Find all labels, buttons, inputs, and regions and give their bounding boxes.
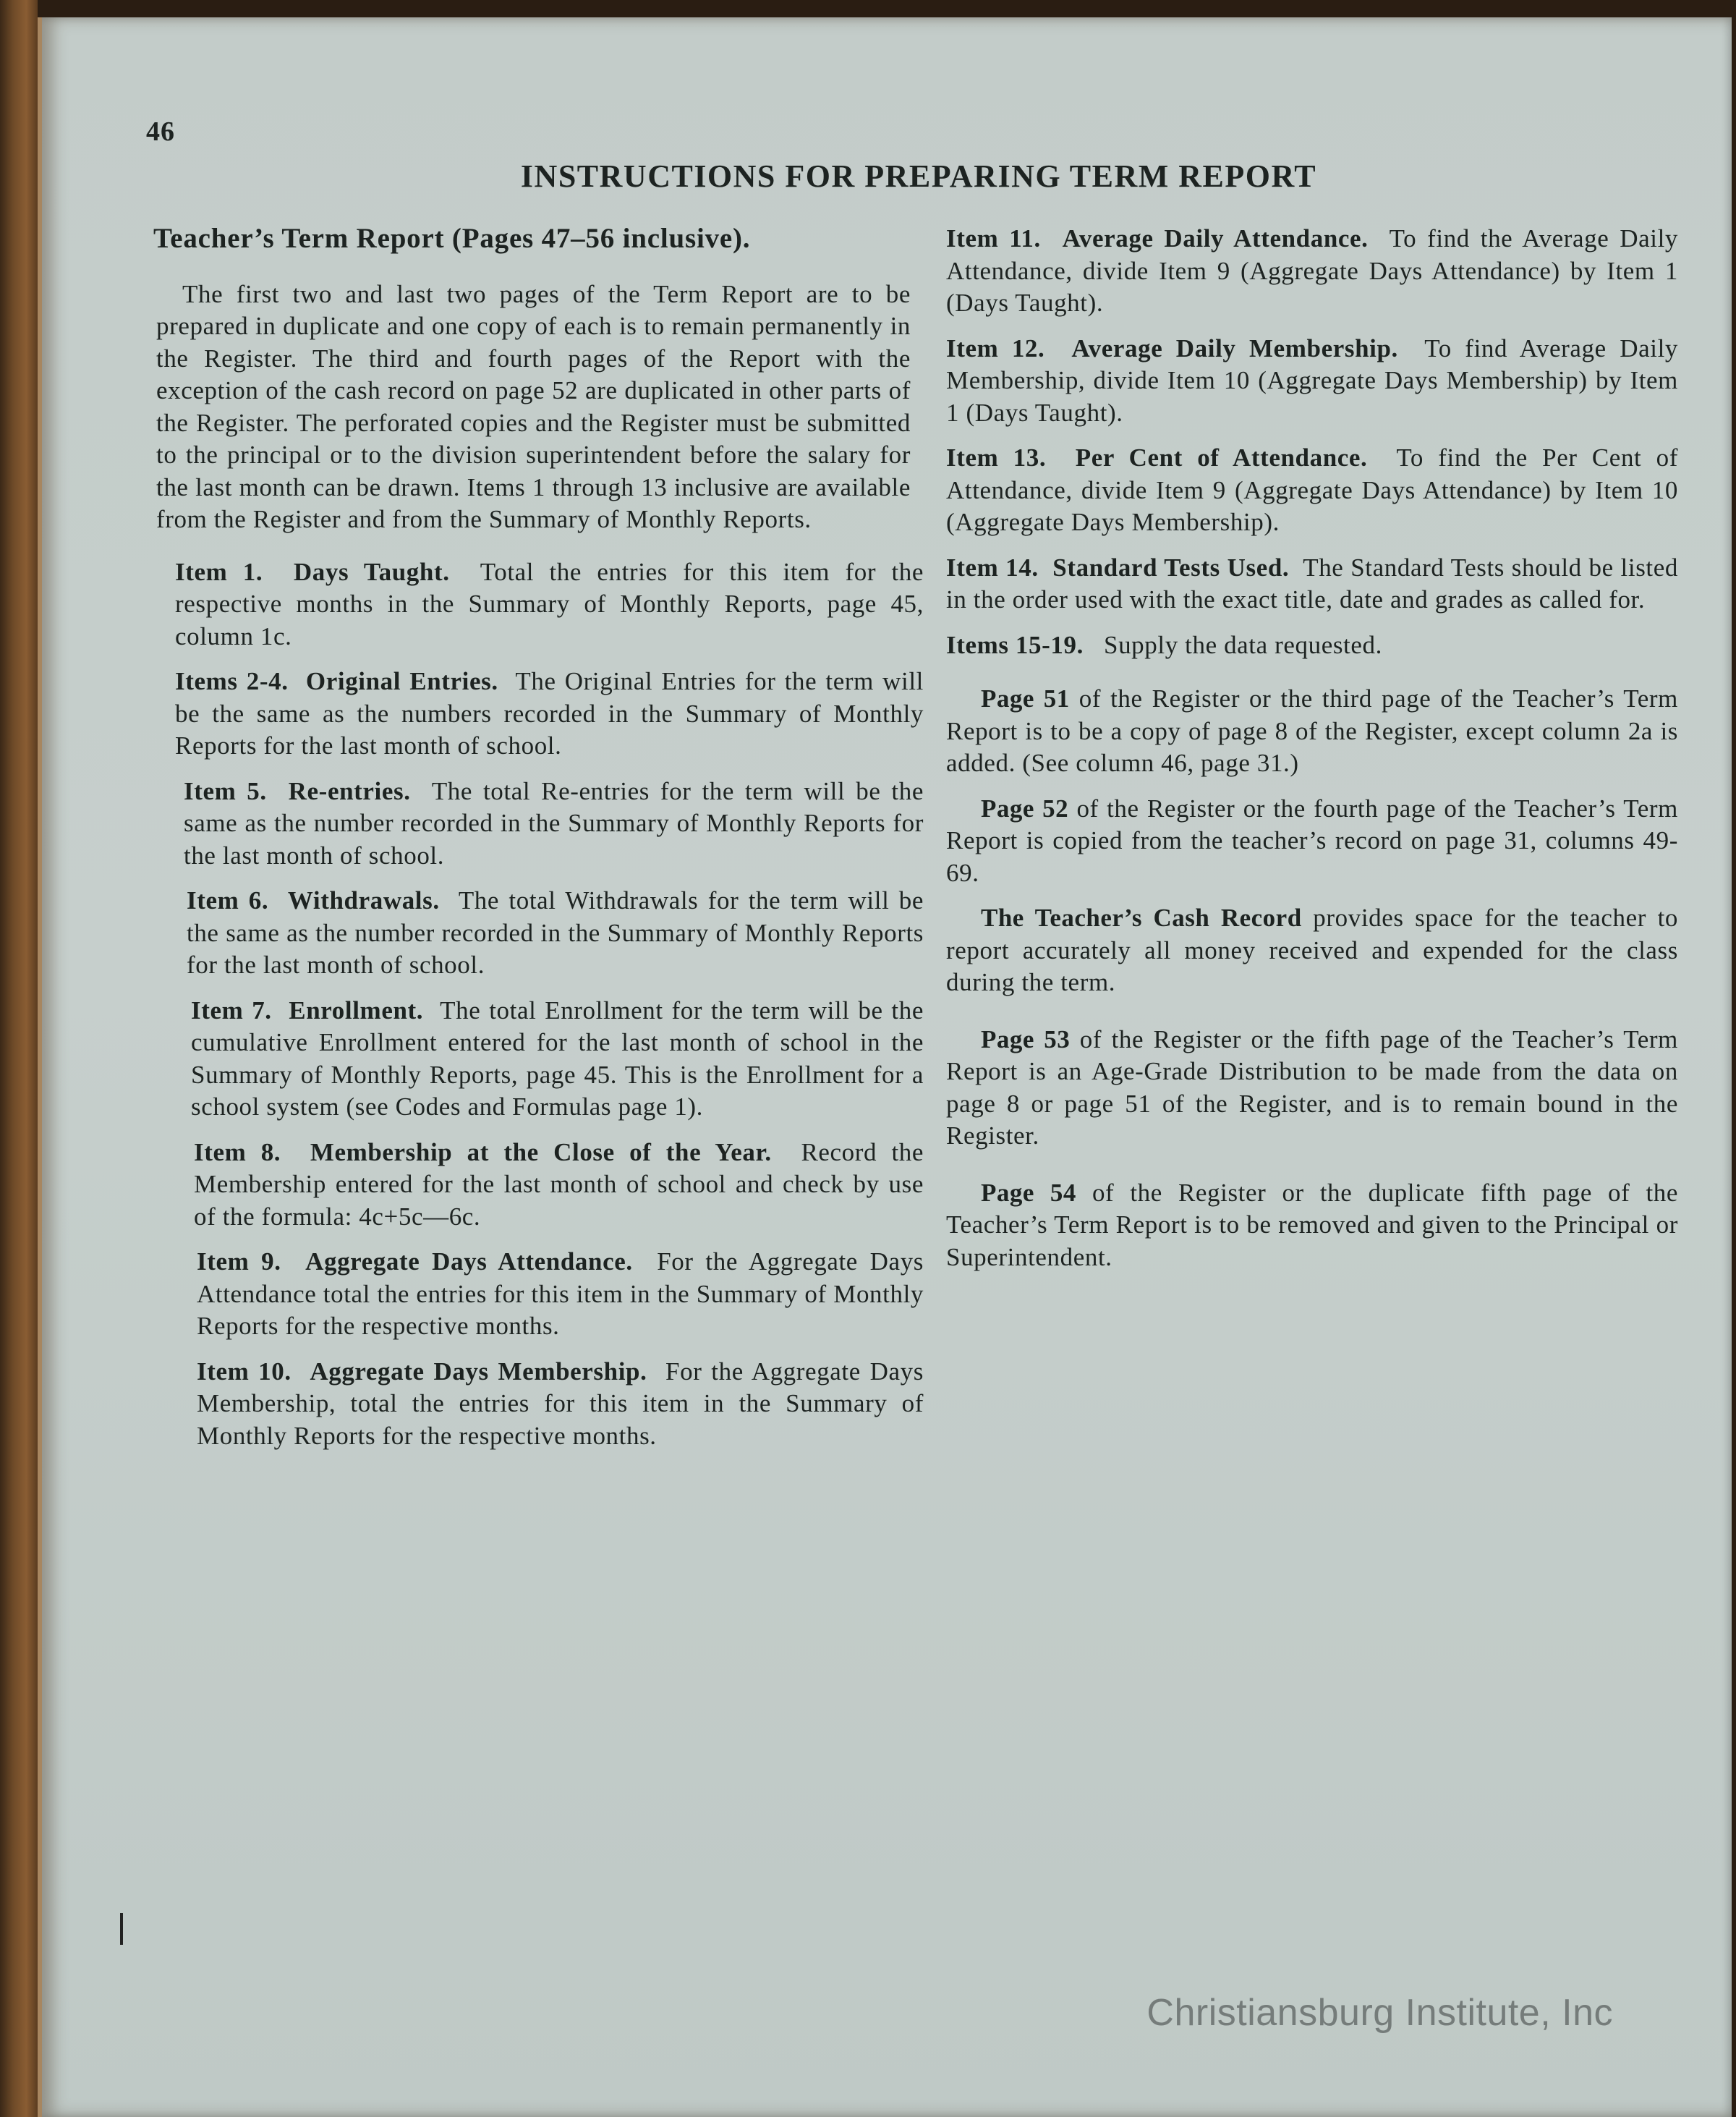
item-text: The Original Entries for the term will be the same as the numbers recorded in the Summary of Monthly Reports for the last month of school. (175, 667, 924, 760)
item-aggregate-attendance (153, 1246, 924, 1343)
paragraph-lead: The Teacher’s Cash Record (981, 904, 1302, 932)
watermark: Christiansburg Institute, Inc (1146, 1992, 1613, 2034)
item-aggregate-membership (153, 1356, 924, 1453)
page-52-paragraph (946, 793, 1678, 890)
item-label: Item 7. (191, 996, 272, 1024)
paragraph-lead: Page 51 (981, 684, 1070, 713)
item-heading: Membership at the Close of the Year. (310, 1137, 772, 1166)
item-heading: Per Cent of Attendance. (1075, 444, 1368, 472)
item-heading: Days Taught. (293, 557, 450, 586)
item-label: Item 13. (946, 444, 1047, 472)
item-label: Item 14. (946, 553, 1039, 582)
paragraph-text: of the Register or the fourth page of the Teacher’s Term Report is copied from the teacher’s record on page 31, columns 49-69. (946, 794, 1678, 887)
item-text: Record the Membership entered for the last month of school and check by use of the formula: 4c+5c—6c. (194, 1137, 924, 1231)
paragraph-text: of the Register or the third page of the Teacher’s Term Report is to be a copy of page 8 of the Register, except column 2a is added. (See column 46, page 31.) (946, 684, 1679, 777)
item-label: Item 1. (175, 557, 263, 586)
page-53-paragraph (946, 1024, 1678, 1153)
item-days-taught (153, 556, 924, 653)
item-label: Item 6. (187, 886, 269, 915)
item-heading: Re-entries. (288, 776, 411, 805)
item-label: Item 8. (194, 1137, 281, 1166)
item-text: To find the Average Daily Attendance, divide Item 9 (Aggregate Days Attendance) by Item 1 (Days Taught). (946, 224, 1679, 317)
item-per-cent-attendance (946, 442, 1678, 539)
item-withdrawals (153, 885, 924, 982)
paragraph-lead: Page 54 (981, 1178, 1076, 1207)
item-heading: Standard Tests Used. (1052, 553, 1290, 582)
paragraph-text: of the Register or the fifth page of the Teacher’s Term Report is an Age-Grade Distribution to be made from the data on page 8 or page 51 of the Register, and is to remain bound in the Register. (946, 1024, 1678, 1150)
item-label: Items 15-19. (946, 630, 1084, 659)
item-15-19 (946, 629, 1678, 662)
item-text: For the Aggregate Days Attendance total the entries for this item in the Summary of Monthly Reports for the respective months. (197, 1247, 924, 1340)
item-label: Item 12. (946, 334, 1045, 362)
item-label: Item 11. (946, 224, 1041, 253)
left-column (153, 223, 924, 1465)
item-heading: Original Entries. (305, 667, 498, 695)
item-re-entries (153, 776, 924, 873)
item-label: Item 5. (184, 776, 267, 805)
margin-mark (120, 1913, 123, 1945)
paragraph-lead: Page 53 (981, 1024, 1071, 1053)
item-text: To find Average Daily Membership, divide Item 10 (Aggregate Days Membership) by Item 1 (Days Taught). (946, 334, 1678, 427)
page-51-paragraph (946, 683, 1678, 780)
item-original-entries (153, 666, 924, 763)
item-average-daily-membership (946, 333, 1678, 430)
item-heading: Average Daily Membership. (1071, 334, 1398, 362)
item-enrollment (153, 995, 924, 1124)
item-text: The Standard Tests should be listed in the order used with the exact title, date and grades as called for. (946, 553, 1678, 614)
item-membership-close (153, 1137, 924, 1234)
item-label: Item 9. (197, 1247, 281, 1276)
item-heading: Withdrawals. (287, 886, 440, 915)
page-54-paragraph (946, 1177, 1678, 1274)
item-text: Supply the data requested. (1104, 630, 1382, 659)
item-text: The total Enrollment for the term will be the cumulative Enrollment entered for the last month of school in the Summary of Monthly Reports, page 45. This is the Enrollment for a school system (see Codes and Formulas page 1). (191, 996, 924, 1121)
paragraph-text: provides space for the teacher to report accurately all money received and expended for the class during the term. (946, 904, 1678, 996)
item-heading: Enrollment. (289, 996, 424, 1024)
page-title: INSTRUCTIONS FOR PREPARING TERM REPORT (520, 158, 1317, 194)
page-number: 46 (146, 116, 175, 147)
item-heading: Average Daily Attendance. (1062, 224, 1369, 253)
item-label: Items 2-4. (175, 667, 289, 695)
item-standard-tests (946, 552, 1678, 616)
item-text: Total the entries for this item for the respective months in the Summary of Monthly Reports, page 45, column 1c. (175, 557, 924, 650)
paragraph-lead: Page 52 (981, 794, 1069, 823)
cash-record-paragraph (946, 902, 1678, 999)
item-heading: Aggregate Days Membership. (310, 1357, 647, 1386)
item-average-daily-attendance (946, 223, 1678, 320)
book-binding (0, 0, 38, 2117)
item-text: To find the Per Cent of Attendance, divide Item 9 (Aggregate Days Attendance) by Item 10 (Aggregate Days Membership). (946, 444, 1678, 536)
item-text: For the Aggregate Days Membership, total the entries for this item in the Summary of Monthly Reports for the respective months. (197, 1357, 924, 1450)
intro-paragraph: The first two and last two pages of the Term Report are to be prepared in duplicate and one copy of each is to remain permanently in the Register. The third and fourth pages of the Report with the exception of the cash record on page 52 are duplicated in other parts of the Register. The perforated copies and the Register must be submitted to the principal or to the division superintendent before the salary for the last month can be drawn. Items 1 through 13 inclusive are available from the Register and from the Summary of Monthly Reports. (156, 279, 911, 533)
item-label: Item 10. (197, 1357, 292, 1386)
paragraph-text: of the Register or the duplicate fifth page of the Teacher’s Term Report is to be removed and given to the Principal or Superintendent. (946, 1178, 1678, 1271)
section-heading: Teacher’s Term Report (Pages 47–56 inclusive). (153, 223, 751, 254)
item-text: The total Withdrawals for the term will be the same as the number recorded in the Summary of Monthly Reports for the last month of school. (187, 886, 924, 979)
right-column (946, 223, 1678, 1286)
item-text: The total Re-entries for the term will be the same as the number recorded in the Summary of Monthly Reports for the last month of school. (184, 776, 924, 870)
item-heading: Aggregate Days Attendance. (305, 1247, 633, 1276)
